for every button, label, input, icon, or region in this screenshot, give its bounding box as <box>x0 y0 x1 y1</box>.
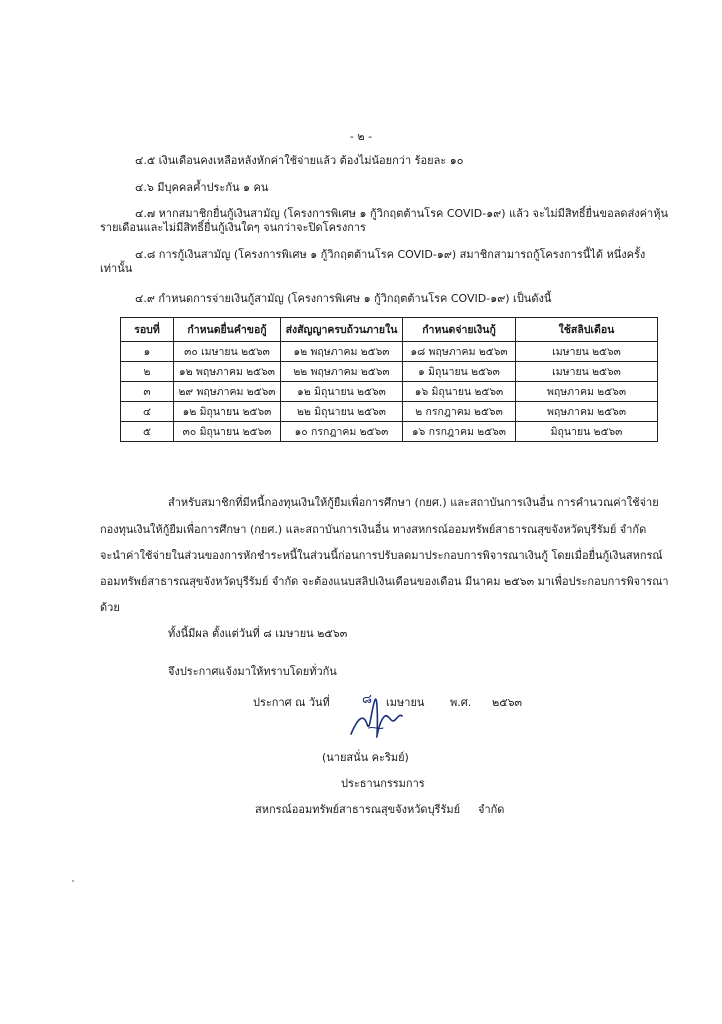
cell-apply-date: ๑๒ พฤษภาคม ๒๕๖๓ <box>174 362 281 382</box>
cell-apply-date: ๓๐ เมษายน ๒๕๖๓ <box>174 342 281 362</box>
header-apply-date: กำหนดยื่นคำขอกู้ <box>174 318 281 342</box>
header-contract-deadline: ส่งสัญญาครบถ้วนภายใน <box>281 318 403 342</box>
cell-payment-date: ๑๘ พฤษภาคม ๒๕๖๓ <box>403 342 516 362</box>
table-header-row <box>121 318 658 342</box>
paragraph-line-1: สำหรับสมาชิกที่มีหนี้กองทุนเงินให้กู้ยืมเพื่อการศึกษา (กยศ.) และสถาบันการเงินอื่น การคำนวณค่าใช้จ่าย <box>168 496 659 509</box>
paragraph-line-5: ด้วย <box>100 601 120 614</box>
dated-year: ๒๕๖๓ <box>492 696 523 709</box>
cell-salary-slip-month: พฤษภาคม ๒๕๖๓ <box>516 382 658 402</box>
cell-salary-slip-month: มิถุนายน ๒๕๖๓ <box>516 422 658 442</box>
table-row <box>121 422 658 442</box>
item-4-7-line1: ๔.๗ หากสมาชิกยื่นกู้เงินสามัญ (โครงการพิเศษ ๑ กู้วิกฤตต้านโรค COVID-๑๙) แล้ว จะไม่มีสิทธิ์ยื่นขอลดส่งค่าหุ้น <box>135 207 668 220</box>
page-number: - ๒ - <box>349 130 373 143</box>
item-4-6: ๔.๖ มีบุคคลค้ำประกัน ๑ คน <box>135 181 269 194</box>
effective-date: ทั้งนี้มีผล ตั้งแต่วันที่ ๘ เมษายน ๒๕๖๓ <box>168 627 348 640</box>
handwritten-signature <box>345 690 405 746</box>
paragraph-line-2: กองทุนเงินให้กู้ยืมเพื่อการศึกษา (กยศ.) และสถาบันการเงินอื่น ทางสหกรณ์ออมทรัพย์สาธารณสุขจังหวัดบุรีรัมย์ จำกัด <box>100 523 647 536</box>
cell-round: ๓ <box>121 382 174 402</box>
item-4-7-line2: รายเดือนและไม่มีสิทธิ์ยื่นกู้เงินใดๆ จนกว่าจะปิดโครงการ <box>100 221 366 234</box>
cell-salary-slip-month: เมษายน ๒๕๖๓ <box>516 362 658 382</box>
payment-schedule-table <box>120 317 658 442</box>
dated-month: เมษายน <box>386 696 425 709</box>
cell-round: ๔ <box>121 402 174 422</box>
cell-round: ๕ <box>121 422 174 442</box>
header-salary-slip-month: ใช้สลิปเดือน <box>516 318 658 342</box>
signer-position: ประธานกรรมการ <box>341 777 425 790</box>
cell-payment-date: ๑๖ กรกฎาคม ๒๕๖๓ <box>403 422 516 442</box>
cell-salary-slip-month: พฤษภาคม ๒๕๖๓ <box>516 402 658 422</box>
dated-prefix: ประกาศ ณ วันที่ <box>253 696 330 709</box>
paragraph-line-3: จะนำค่าใช้จ่ายในส่วนของการหักชำระหนี้ในส่วนนี้ก่อนการปรับลดมาประกอบการพิจารณาเงินกู้ โดยเมื่อยื่นกู้เงินสหกรณ์ <box>100 549 663 562</box>
cell-salary-slip-month: เมษายน ๒๕๖๓ <box>516 342 658 362</box>
signer-org-suffix: จำกัด <box>478 803 505 816</box>
table-row <box>121 342 658 362</box>
scan-speck <box>72 880 74 882</box>
cell-round: ๑ <box>121 342 174 362</box>
cell-contract-deadline: ๑๒ มิถุนายน ๒๕๖๓ <box>281 382 403 402</box>
item-4-8-line2: เท่านั้น <box>100 262 133 275</box>
cell-payment-date: ๑ มิถุนายน ๒๕๖๓ <box>403 362 516 382</box>
signer-organization: สหกรณ์ออมทรัพย์สาธารณสุขจังหวัดบุรีรัมย์ <box>255 803 461 816</box>
dated-era: พ.ศ. <box>450 696 472 709</box>
cell-apply-date: ๑๒ มิถุนายน ๒๕๖๓ <box>174 402 281 422</box>
item-4-8-line1: ๔.๘ การกู้เงินสามัญ (โครงการพิเศษ ๑ กู้วิกฤตต้านโรค COVID-๑๙) สมาชิกสามารถกู้โครงการนี้ได้ หนึ่งครั้ง <box>135 248 646 261</box>
announcement-closing: จึงประกาศแจ้งมาให้ทราบโดยทั่วกัน <box>168 665 337 678</box>
paragraph-line-4: ออมทรัพย์สาธารณสุขจังหวัดบุรีรัมย์ จำกัด จะต้องแนบสลิปเงินเดือนของเดือน มีนาคม ๒๕๖๓ มาเพื่อประกอบการพิจารณา <box>100 575 669 588</box>
cell-round: ๒ <box>121 362 174 382</box>
cell-payment-date: ๒ กรกฎาคม ๒๕๖๓ <box>403 402 516 422</box>
cell-apply-date: ๒๙ พฤษภาคม ๒๕๖๓ <box>174 382 281 402</box>
header-payment-date: กำหนดจ่ายเงินกู้ <box>403 318 516 342</box>
cell-contract-deadline: ๑๒ พฤษภาคม ๒๕๖๓ <box>281 342 403 362</box>
table-row <box>121 362 658 382</box>
dated-day: ๘ <box>362 692 373 707</box>
cell-apply-date: ๓๐ มิถุนายน ๒๕๖๓ <box>174 422 281 442</box>
table-row <box>121 402 658 422</box>
signer-name: (นายสนั่น คะริมย์) <box>322 751 409 764</box>
header-round: รอบที่ <box>121 318 174 342</box>
cell-contract-deadline: ๒๒ มิถุนายน ๒๕๖๓ <box>281 402 403 422</box>
cell-contract-deadline: ๑๐ กรกฎาคม ๒๕๖๓ <box>281 422 403 442</box>
item-4-5: ๔.๕ เงินเดือนคงเหลือหลังหักค่าใช้จ่ายแล้ว ต้องไม่น้อยกว่า ร้อยละ ๑๐ <box>135 154 464 167</box>
item-4-9: ๔.๙ กำหนดการจ่ายเงินกู้สามัญ (โครงการพิเศษ ๑ กู้วิกฤตต้านโรค COVID-๑๙) เป็นดังนี้ <box>135 292 552 305</box>
table-row <box>121 382 658 402</box>
cell-contract-deadline: ๒๒ พฤษภาคม ๒๕๖๓ <box>281 362 403 382</box>
cell-payment-date: ๑๖ มิถุนายน ๒๕๖๓ <box>403 382 516 402</box>
